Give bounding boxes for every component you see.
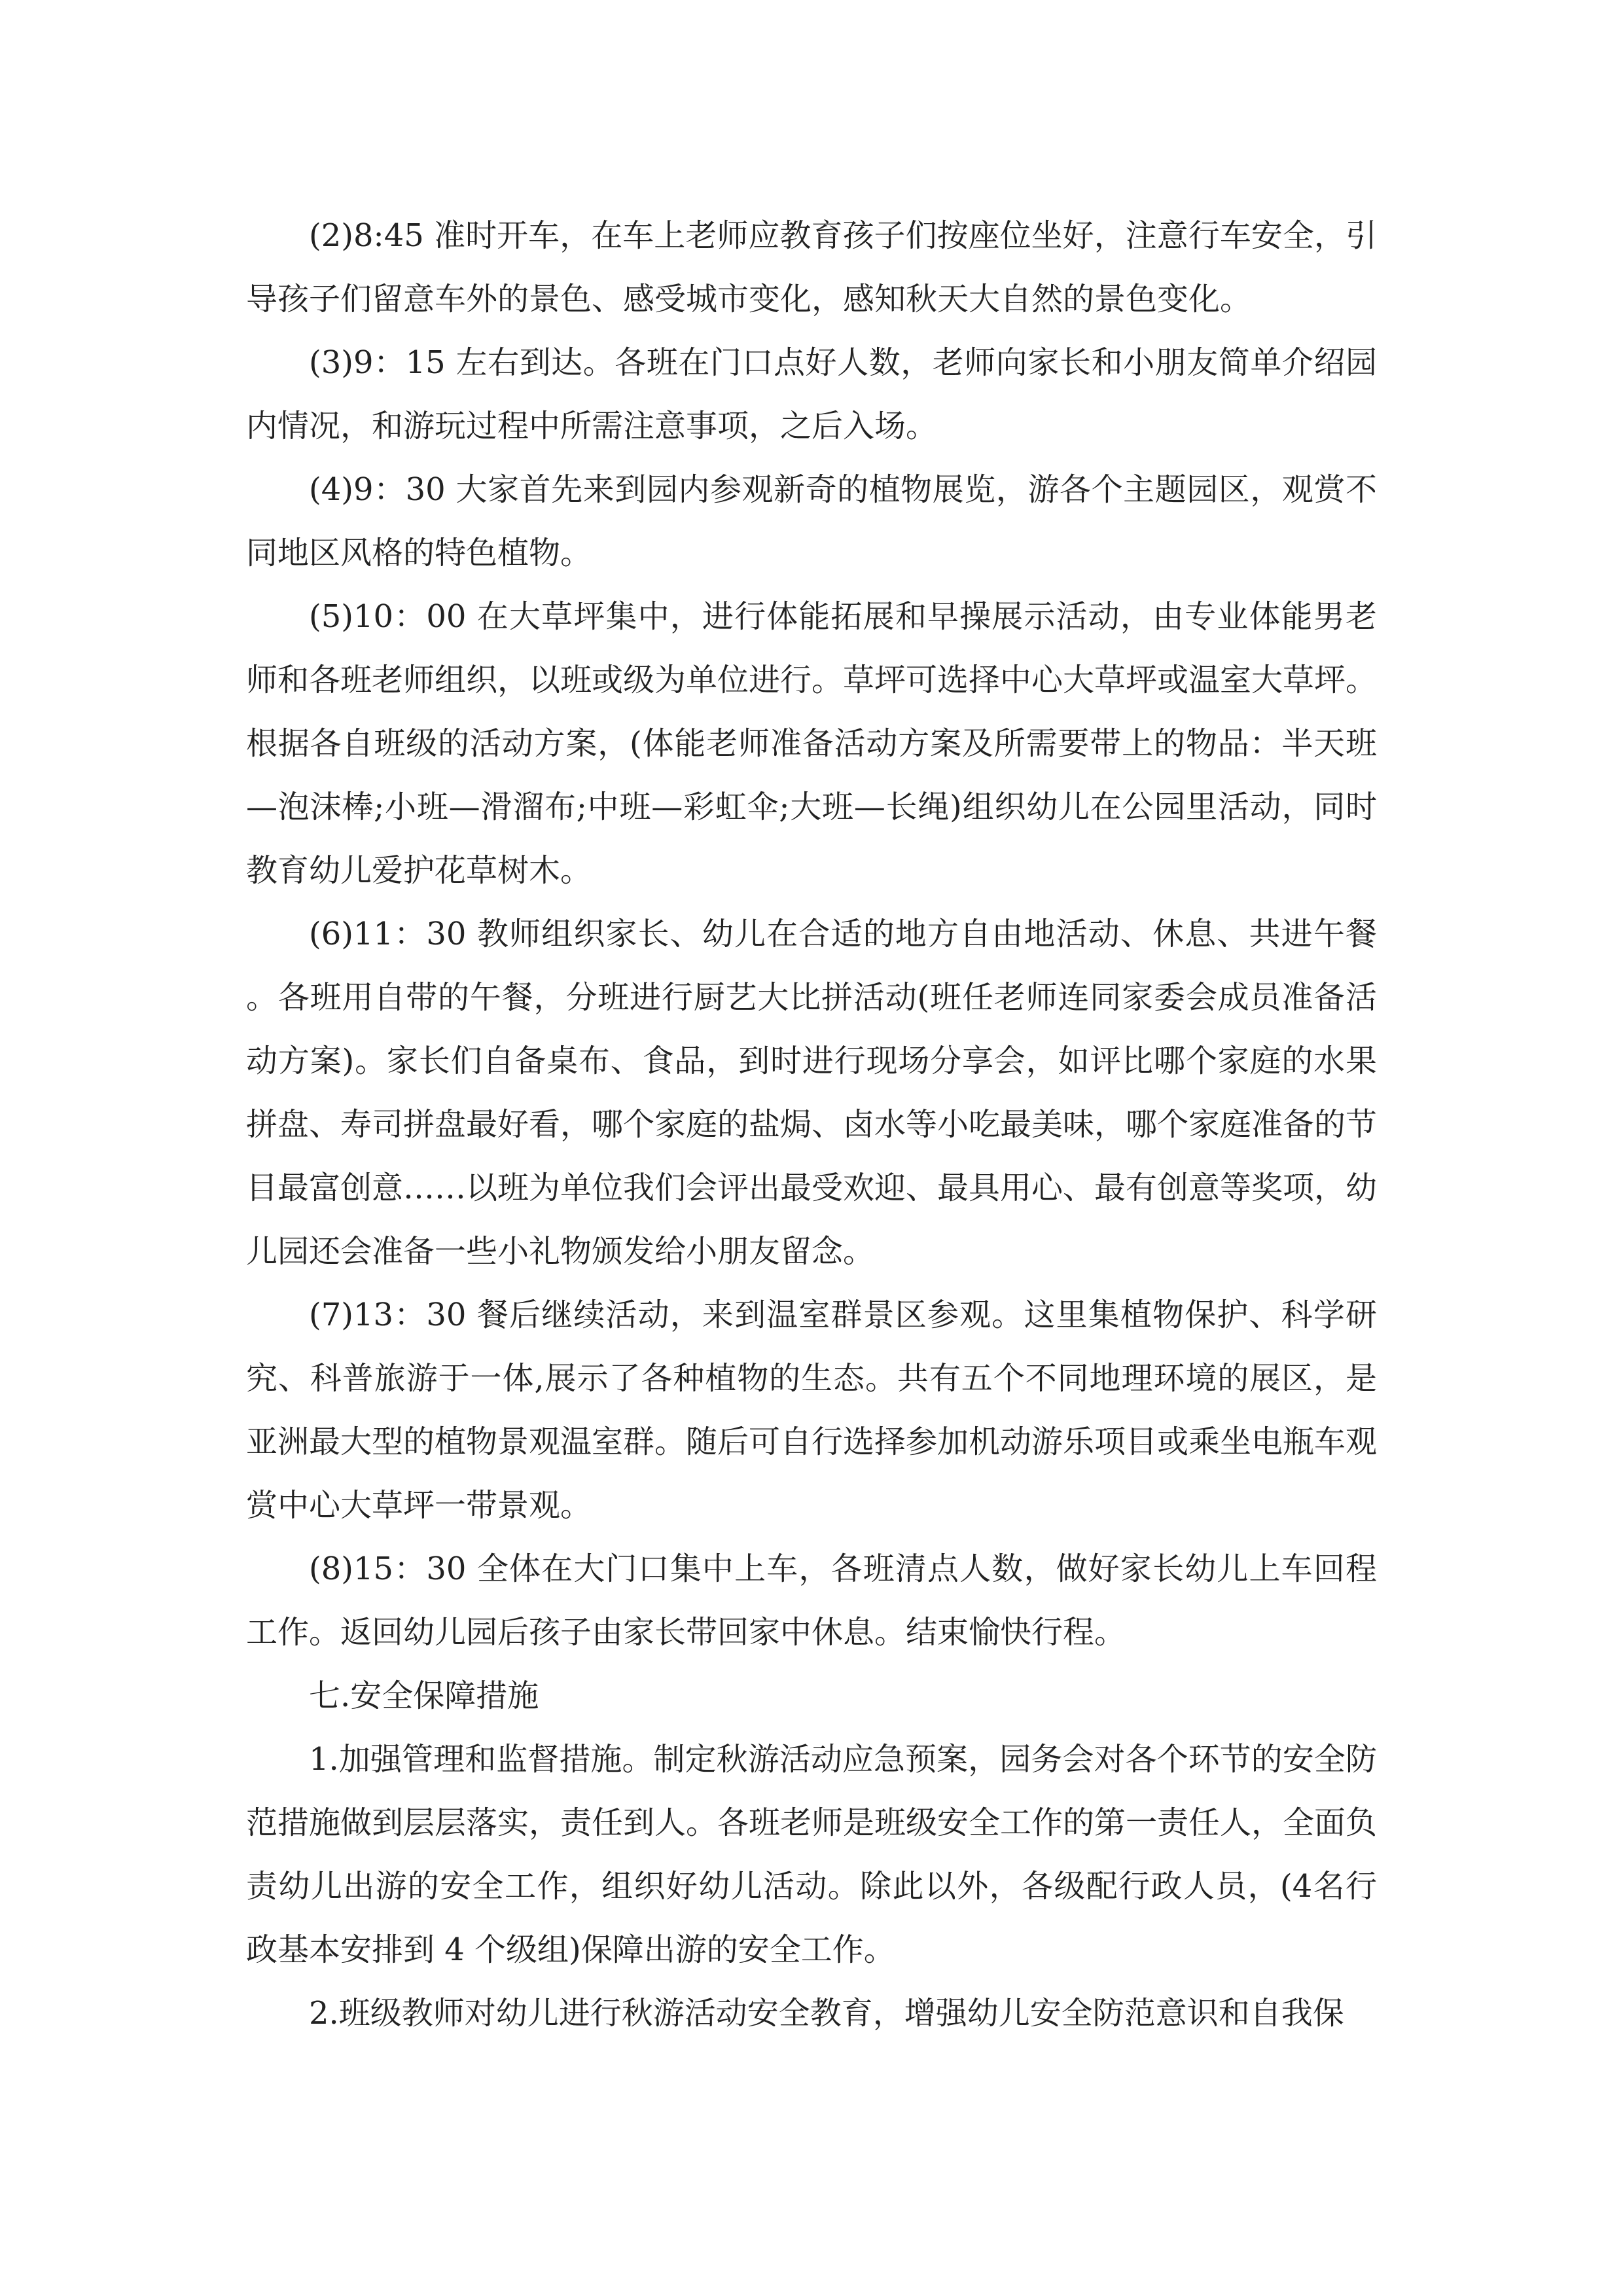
paragraph-schedule-8: (8)15：30 全体在大门口集中上车，各班清点人数，做好家长幼儿上车回程工作。返回幼儿园后孩子由家长带回家中休息。结束愉快行程。 [246,1551,1377,1651]
paragraph-schedule-5: (5)10：00 在大草坪集中，进行体能拓展和早操展示活动，由专业体能男老师和各班老师组织，以班或级为单位进行。草坪可选择中心大草坪或温室大草坪。根据各自班级的活动方案，(体能老师准备活动方案及所需要带上的物品：半天班—泡沫棒;小班—滑溜布;中班—彩虹伞;大班—长绳)组织幼儿在公园里活动，同时教育幼儿爱护花草树木。 [246,598,1378,889]
document-body [246,204,1377,2045]
paragraph-schedule-3: (3)9：15 左右到达。各班在门口点好人数，老师向家长和小朋友简单介绍园内情况，和游玩过程中所需注意事项，之后入场。 [246,344,1377,444]
paragraph-schedule-6: (6)11：30 教师组织家长、幼儿在合适的地方自由地活动、休息、共进午餐。各班用自带的午餐，分班进行厨艺大比拼活动(班任老师连同家委会成员准备活动方案)。家长们自备桌布、食品，到时进行现场分享会，如评比哪个家庭的水果拼盘、寿司拼盘最好看，哪个家庭的盐焗、卤水等小吃最美味，哪个家庭准备的节目最富创意……以班为单位我们会评出最受欢迎、最具用心、最有创意等奖项，幼儿园还会准备一些小礼物颁发给小朋友留念。 [246,916,1378,1270]
paragraph-schedule-2: (2)8:45 准时开车，在车上老师应教育孩子们按座位坐好，注意行车安全，引导孩子们留意车外的景色、感受城市变化，感知秋天大自然的景色变化。 [246,217,1377,317]
paragraph-safety-2: 2.班级教师对幼儿进行秋游活动安全教育，增强幼儿安全防范意识和自我保 [309,1995,1344,2032]
paragraph-schedule-4: (4)9：30 大家首先来到园内参观新奇的植物展览，游各个主题园区，观赏不同地区风格的特色植物。 [246,471,1377,571]
paragraph-schedule-7: (7)13：30 餐后继续活动，来到温室群景区参观。这里集植物保护、科学研究、科普旅游于一体,展示了各种植物的生态。共有五个不同地理环境的展区，是亚洲最大型的植物景观温室群。随后可自行选择参加机动游乐项目或乘坐电瓶车观赏中心大草坪一带景观。 [246,1297,1378,1524]
paragraph-safety-1: 1.加强管理和监督措施。制定秋游活动应急预案，园务会对各个环节的安全防范措施做到层层落实，责任到人。各班老师是班级安全工作的第一责任人，全面负责幼儿出游的安全工作，组织好幼儿活动。除此以外，各级配行政人员，(4名行政基本安排到 4 个级组)保障出游的安全工作。 [246,1741,1378,1968]
section-heading-safety: 七.安全保障措施 [309,1677,539,1714]
